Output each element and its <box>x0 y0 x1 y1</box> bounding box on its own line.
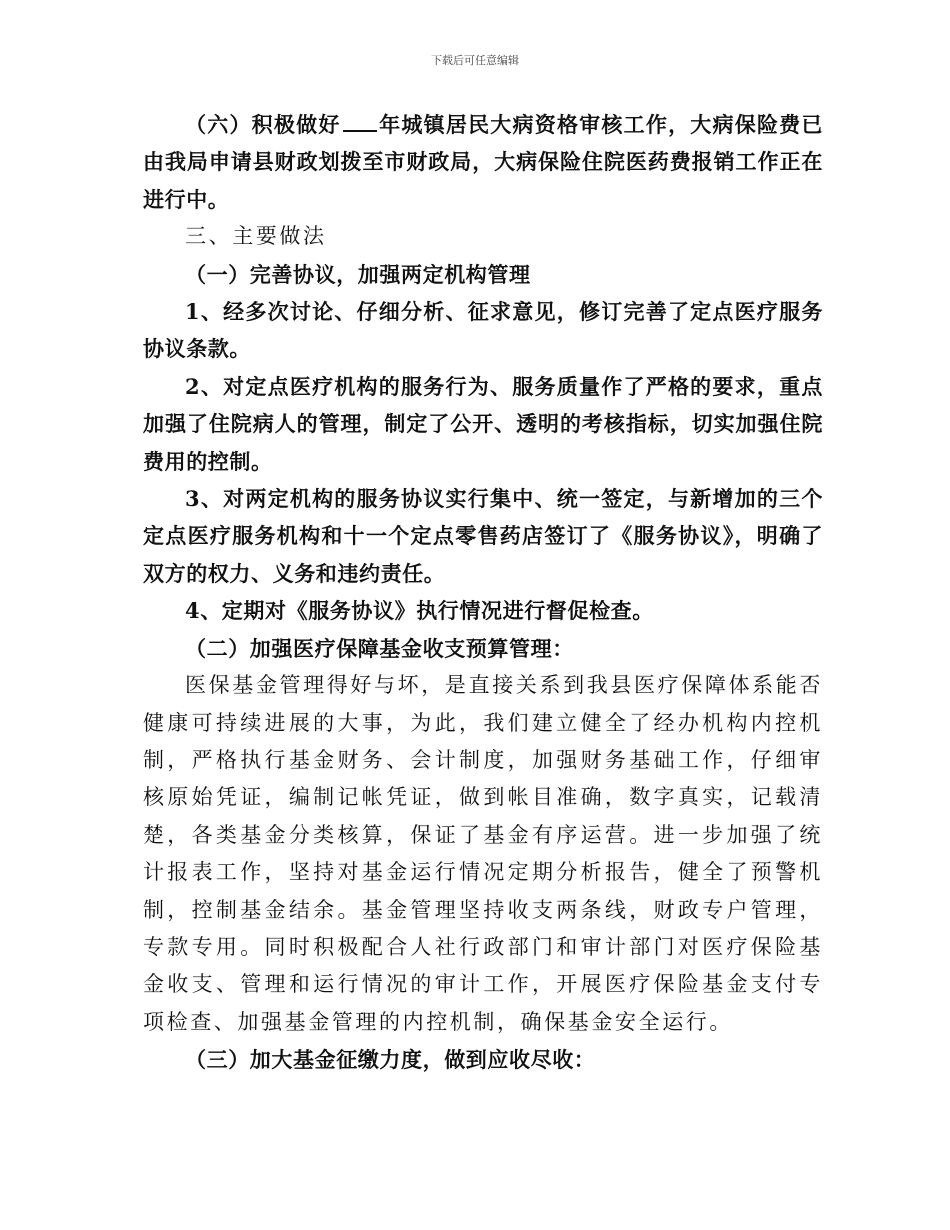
subsection-heading-agreements: （一）完善协议，加强两定机构管理 <box>185 261 531 287</box>
paragraph-item-six <box>143 106 823 218</box>
subsection-heading-budget: （二）加强医疗保障基金收支预算管理： <box>185 635 574 661</box>
paragraph-text: （六）积极做好 <box>185 112 341 137</box>
paragraph-text: 年城镇居民大病资格审核工作，大病保险费已由我局申请县财政划拨至市财政局，大病保险住院医药费报销工作正在进行中。 <box>143 112 824 212</box>
paragraph-point-4: 4、定期对《服务协议》执行情况进行督促检查。 <box>185 598 654 624</box>
paragraph-fund-management: 医保基金管理得好与坏，是直接关系到我县医疗保障体系能否健康可持续进展的大事，为此，我们建立健全了经办机构内控机制，严格执行基金财务、会计制度，加强财务基础工作，仔细审核原始凭证，编制记帐凭证，做到帐目准确，数字真实，记载清楚，各类基金分类核算，保证了基金有序运营。进一步加强了统计报表工作，坚持对基金运行情况定期分析报告，健全了预警机制，控制基金结余。基金管理坚持收支两条线，财政专户管理，专款专用。同时积极配合人社行政部门和审计部门对医疗保险基金收支、管理和运行情况的审计工作，开展医疗保险基金支付专项检查、加强基金管理的内控机制，确保基金安全运行。 <box>143 673 823 1034</box>
paragraph-point-2: 2、对定点医疗机构的服务行为、服务质量作了严格的要求，重点加强了住院病人的管理，制定了公开、透明的考核指标，切实加强住院费用的控制。 <box>143 373 823 474</box>
section-heading-main-practices: 三、主要做法 <box>185 224 327 249</box>
paragraph-point-3: 3、对两定机构的服务协议实行集中、统一签定，与新增加的三个定点医疗服务机构和十一个定点零售药店签订了《服务协议》，明确了双方的权力、义务和违约责任。 <box>143 486 823 586</box>
fill-in-blank <box>343 112 377 132</box>
document-body <box>143 106 823 1079</box>
subsection-heading-collection: （三）加大基金征缴力度，做到应收尽收： <box>185 1047 596 1073</box>
paragraph-point-1: 1、经多次讨论、仔细分析、征求意见，修订完善了定点医疗服务协议条款。 <box>143 299 823 362</box>
page-header: 下载后可任意编辑 <box>431 54 519 67</box>
